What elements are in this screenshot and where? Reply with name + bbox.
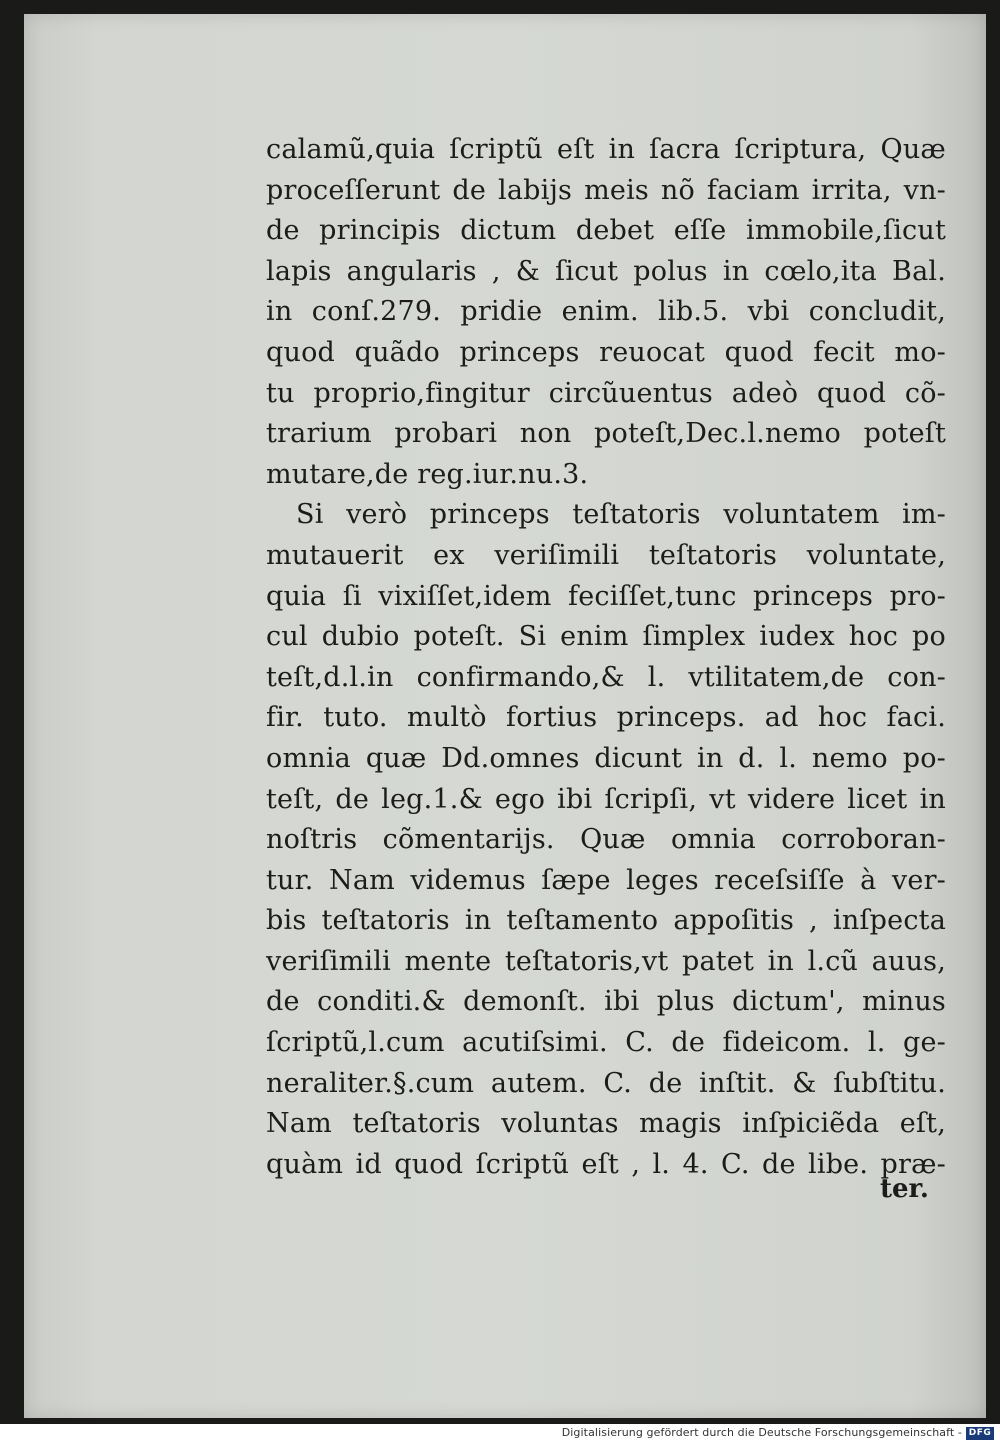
text-line: quia ſi vixiſſet,idem feciſſet,tunc princeps pro- — [266, 580, 946, 612]
text-line: omnia quæ Dd.omnes dicunt in d. l. nemo po- — [266, 742, 946, 774]
catchword: ter. — [880, 1174, 929, 1204]
text-line: de principis dictum debet eſſe immobile,ſicut — [266, 215, 946, 247]
text-line: teſt,d.l.in confirmando,& l. vtilitatem,de con- — [266, 661, 946, 693]
text-line: neraliter.§.cum autem. C. de inſtit. & ſubſtitu. — [266, 1067, 946, 1099]
text-line: teſt, de leg.1.& ego ibi ſcripſi, vt videre licet in — [266, 783, 946, 815]
dfg-logo: DFG — [966, 1427, 994, 1440]
text-line: mutare,de reg.iur.nu.3. — [266, 458, 589, 490]
digitization-footer — [0, 1424, 1000, 1444]
text-line: quod quãdo princeps reuocat quod fecit mo- — [266, 336, 946, 368]
text-line: tu proprio,fingitur circũuentus adeò quod cõ- — [266, 377, 946, 409]
text-line: fir. tuto. multò fortius princeps. ad hoc faci. — [266, 702, 946, 734]
text-line: Nam teſtatoris voluntas magis inſpiciẽda eſt, — [266, 1108, 946, 1140]
text-line: veriſimili mente teſtatoris,vt patet in l.cũ auus, — [266, 945, 946, 977]
text-line: noſtris cõmentarijs. Quæ omnia corroboran- — [266, 824, 946, 856]
text-line: cul dubio poteſt. Si enim ſimplex iudex hoc po — [266, 621, 946, 653]
text-line: bis teſtatoris in teſtamento appoſitis , inſpecta — [266, 905, 946, 937]
text-line: lapis angularis , & ſicut polus in cœlo,ita Bal. — [266, 255, 946, 287]
text-line: trarium probari non poteſt,Dec.l.nemo poteſt — [266, 418, 946, 450]
funding-credit: Digitalisierung gefördert durch die Deutsche Forschungsgemeinschaft - — [561, 1426, 962, 1439]
text-line: quàm id quod ſcriptũ eſt , l. 4. C. de libe. præ- — [266, 1148, 946, 1180]
page-text-block — [266, 130, 946, 1185]
text-line: ſcriptũ,l.cum acutiſsimi. C. de fideicom. l. ge- — [266, 1027, 946, 1059]
paragraph-start-line: Si verò princeps teſtatoris voluntatem im- — [296, 499, 946, 531]
text-line: de conditi.& demonſt. ibi plus dictum', minus — [266, 986, 946, 1018]
text-line: mutauerit ex veriſimili teſtatoris voluntate, — [266, 539, 946, 571]
text-line: tur. Nam videmus ſæpe leges receſsiſſe à ver- — [266, 864, 946, 896]
text-line: calamũ,quia ſcriptũ eſt in ſacra ſcriptura, Quæ — [266, 134, 946, 165]
text-line: proceſſerunt de labijs meis nõ faciam irrita, vn- — [266, 174, 946, 206]
text-line: in conſ.279. pridie enim. lib.5. vbi concludit, — [266, 296, 946, 328]
